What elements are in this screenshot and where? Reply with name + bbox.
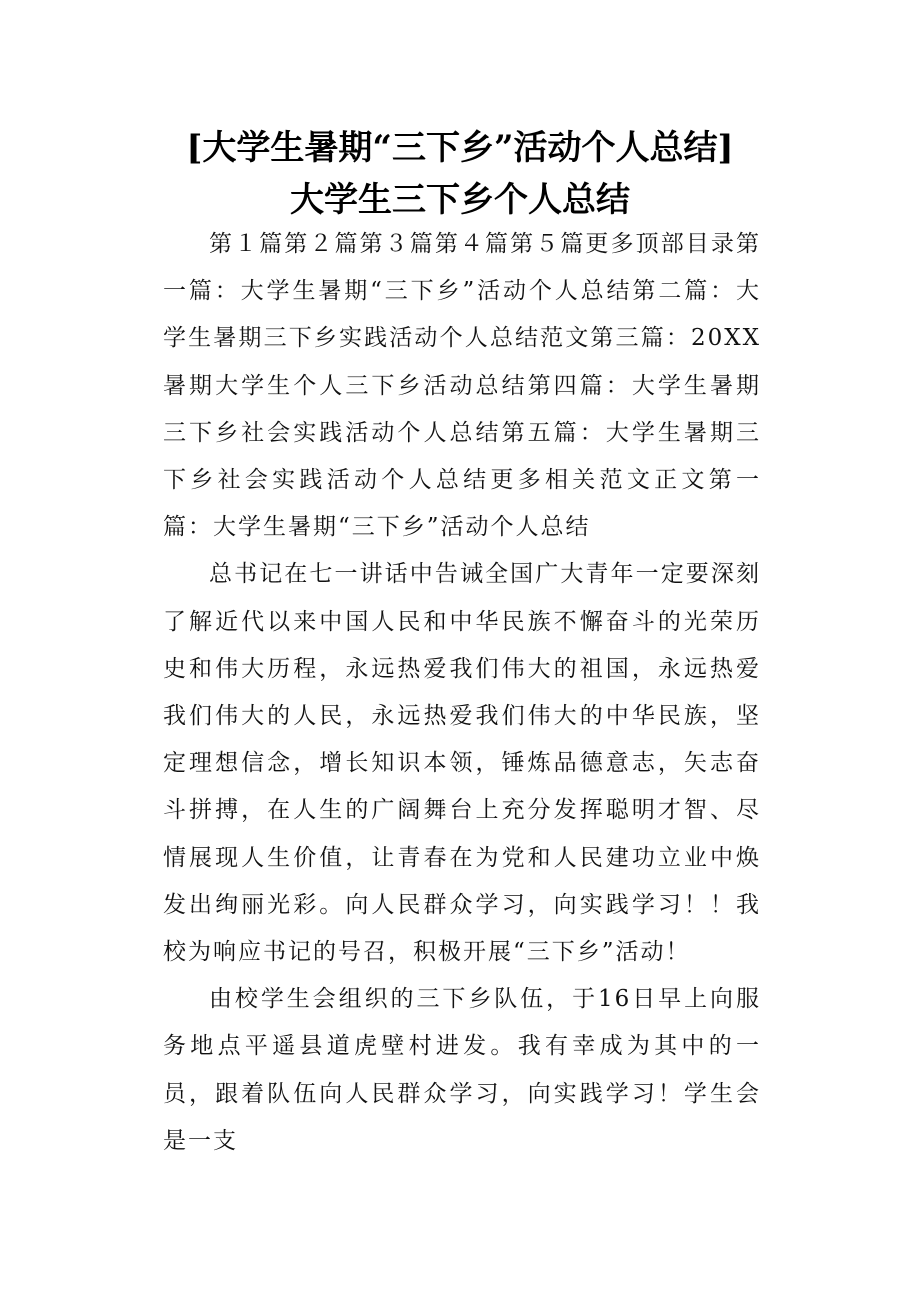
document-body bbox=[163, 221, 761, 1165]
paragraph-toc: 第１篇第２篇第３篇第４篇第５篇更多顶部目录第一篇：大学生暑期“三下乡”活动个人总结第二篇：大学生暑期三下乡实践活动个人总结范文第三篇：20XX暑期大学生个人三下乡活动总结第四篇：大学生暑期三下乡社会实践活动个人总结第五篇：大学生暑期三下乡社会实践活动个人总结更多相关范文正文第一篇：大学生暑期“三下乡”活动个人总结 bbox=[163, 231, 761, 541]
title-line-1: [大学生暑期“三下乡”活动个人总结] bbox=[186, 128, 734, 168]
paragraph-team: 由校学生会组织的三下乡队伍，于16日早上向服务地点平遥县道虎壁村进发。我有幸成为其中的一员，跟着队伍向人民群众学习，向实践学习！学生会是一支 bbox=[163, 986, 761, 1154]
title-line-2: 大学生三下乡个人总结 bbox=[290, 180, 630, 220]
paragraph-speech: 总书记在七一讲话中告诫全国广大青年一定要深刻了解近代以来中国人民和中华民族不懈奋斗的光荣历史和伟大历程，永远热爱我们伟大的祖国，永远热爱我们伟大的人民，永远热爱我们伟大的中华民族，坚定理想信念，增长知识本领，锤炼品德意志，矢志奋斗拼搏，在人生的广阔舞台上充分发挥聪明才智、尽情展现人生价值，让青春在为党和人民建功立业中焕发出绚丽光彩。向人民群众学习，向实践学习！！我校为响应书记的号召，积极开展“三下乡”活动！ bbox=[163, 561, 761, 966]
document-title bbox=[120, 122, 800, 226]
